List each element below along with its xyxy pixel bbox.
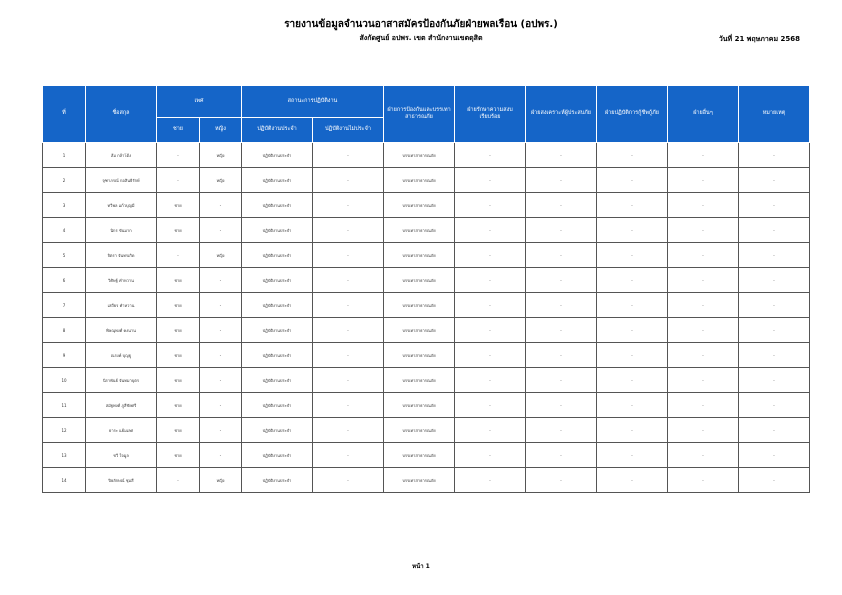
table-row [43,218,810,243]
cell-relief: - [526,218,597,243]
cell-name: สมัฐพงศ์ ภูสีชัยศรี [86,393,157,418]
cell-order: - [455,393,526,418]
cell-other: - [668,168,739,193]
cell-name: ส้ม กล้าโต้ง [86,143,157,168]
cell-other: - [668,243,739,268]
cell-disaster: บรรเทาสาธารณภัย [384,268,455,293]
cell-note: - [739,193,810,218]
cell-other: - [668,268,739,293]
cell-rescue: - [597,268,668,293]
col-header-irregular: ปฏิบัติงานไม่ประจำ [313,118,384,143]
cell-disaster: บรรเทาสาธารณภัย [384,343,455,368]
cell-relief: - [526,268,597,293]
cell-disaster: บรรเทาสาธารณภัย [384,168,455,193]
cell-note: - [739,268,810,293]
cell-irregular: - [313,468,384,493]
cell-note: - [739,293,810,318]
cell-relief: - [526,143,597,168]
cell-name: ณรงค์ บุญธู [86,343,157,368]
cell-name: ชวี ใจมูล [86,443,157,468]
col-header-disaster: ฝ่ายการป้องกันและบรรเทาสาธารณภัย [384,86,455,143]
cell-male: - [157,168,200,193]
cell-order: - [455,168,526,193]
cell-female: - [200,343,242,368]
cell-female: - [200,293,242,318]
cell-irregular: - [313,218,384,243]
table-row [43,443,810,468]
cell-rescue: - [597,143,668,168]
cell-no: 3 [43,193,86,218]
cell-regular: ปฏิบัติงานประจำ [242,168,313,193]
col-header-male: ชาย [157,118,200,143]
cell-order: - [455,443,526,468]
cell-relief: - [526,368,597,393]
cell-no: 4 [43,218,86,243]
cell-rescue: - [597,368,668,393]
cell-irregular: - [313,268,384,293]
cell-disaster: บรรเทาสาธารณภัย [384,468,455,493]
cell-rescue: - [597,243,668,268]
cell-male: ชาย [157,393,200,418]
cell-name: จุฑาภรณ์ กอสินธิรักษ์ [86,168,157,193]
cell-name: ทวีพล แก้วบุญมี [86,193,157,218]
cell-no: 7 [43,293,86,318]
cell-order: - [455,468,526,493]
cell-male: - [157,243,200,268]
cell-disaster: บรรเทาสาธารณภัย [384,193,455,218]
cell-irregular: - [313,418,384,443]
cell-note: - [739,143,810,168]
cell-disaster: บรรเทาสาธารณภัย [384,443,455,468]
cell-note: - [739,468,810,493]
col-header-regular: ปฏิบัติงานประจำ [242,118,313,143]
table-row [43,393,810,418]
cell-regular: ปฏิบัติงานประจำ [242,318,313,343]
cell-female: - [200,193,242,218]
cell-female: หญิง [200,143,242,168]
cell-regular: ปฏิบัติงานประจำ [242,268,313,293]
cell-rescue: - [597,443,668,468]
cell-disaster: บรรเทาสาธารณภัย [384,418,455,443]
report-title: รายงานข้อมูลจำนวนอาสาสมัครป้องกันภัยฝ่ายพลเรือน (อปพร.) [284,19,558,30]
cell-note: - [739,418,810,443]
cell-irregular: - [313,143,384,168]
col-header-no: ที่ [43,86,86,143]
table-row [43,418,810,443]
cell-female: - [200,218,242,243]
cell-note: - [739,443,810,468]
cell-order: - [455,368,526,393]
cell-regular: ปฏิบัติงานประจำ [242,443,313,468]
cell-rescue: - [597,318,668,343]
cell-relief: - [526,443,597,468]
cell-rescue: - [597,418,668,443]
cell-male: - [157,468,200,493]
cell-name: เสถียร คำหวาน [86,293,157,318]
cell-no: 6 [43,268,86,293]
cell-rescue: - [597,168,668,193]
cell-relief: - [526,343,597,368]
cell-disaster: บรรเทาสาธารณภัย [384,368,455,393]
cell-regular: ปฏิบัติงานประจำ [242,293,313,318]
cell-male: - [157,143,200,168]
cell-order: - [455,143,526,168]
col-header-relief: ฝ่ายสงเคราะห์ผู้ประสบภัย [526,86,597,143]
cell-irregular: - [313,318,384,343]
cell-note: - [739,343,810,368]
cell-female: หญิง [200,468,242,493]
col-header-order: ฝ่ายรักษาความสงบเรียบร้อย [455,86,526,143]
cell-other: - [668,193,739,218]
cell-name: พิษณุพงศ์ คงนาน [86,318,157,343]
col-header-name: ชื่อสกุล [86,86,157,143]
cell-name: ธาระ แย้มเลศ [86,418,157,443]
cell-other: - [668,293,739,318]
cell-rescue: - [597,193,668,218]
cell-male: ชาย [157,268,200,293]
cell-note: - [739,318,810,343]
cell-other: - [668,468,739,493]
cell-male: ชาย [157,443,200,468]
cell-rescue: - [597,218,668,243]
cell-order: - [455,268,526,293]
table-row [43,368,810,393]
table-row [43,318,810,343]
table-row [43,243,810,268]
cell-disaster: บรรเทาสาธารณภัย [384,393,455,418]
cell-other: - [668,218,739,243]
cell-relief: - [526,193,597,218]
col-header-note: หมายเหตุ [739,86,810,143]
cell-disaster: บรรเทาสาธารณภัย [384,143,455,168]
cell-male: ชาย [157,343,200,368]
cell-rescue: - [597,393,668,418]
cell-female: - [200,418,242,443]
cell-relief: - [526,393,597,418]
cell-relief: - [526,318,597,343]
cell-male: ชาย [157,193,200,218]
cell-order: - [455,193,526,218]
cell-order: - [455,218,526,243]
table-row [43,468,810,493]
cell-name: นิกร ขันมาก [86,218,157,243]
cell-no: 1 [43,143,86,168]
cell-no: 10 [43,368,86,393]
cell-regular: ปฏิบัติงานประจำ [242,343,313,368]
cell-no: 5 [43,243,86,268]
cell-relief: - [526,293,597,318]
cell-note: - [739,243,810,268]
cell-disaster: บรรเทาสาธารณภัย [384,243,455,268]
cell-other: - [668,368,739,393]
cell-other: - [668,343,739,368]
cell-female: - [200,368,242,393]
table-row [43,193,810,218]
cell-order: - [455,418,526,443]
cell-no: 9 [43,343,86,368]
cell-other: - [668,443,739,468]
cell-disaster: บรรเทาสาธารณภัย [384,293,455,318]
cell-irregular: - [313,243,384,268]
cell-no: 12 [43,418,86,443]
table-row [43,168,810,193]
cell-female: - [200,393,242,418]
cell-relief: - [526,418,597,443]
cell-regular: ปฏิบัติงานประจำ [242,243,313,268]
cell-female: หญิง [200,243,242,268]
cell-regular: ปฏิบัติงานประจำ [242,418,313,443]
cell-other: - [668,418,739,443]
cell-disaster: บรรเทาสาธารณภัย [384,318,455,343]
cell-no: 13 [43,443,86,468]
volunteer-table [42,85,810,493]
cell-male: ชาย [157,318,200,343]
cell-note: - [739,168,810,193]
cell-name: นิราพันธ์ จันทมาบุตร [86,368,157,393]
cell-relief: - [526,243,597,268]
cell-irregular: - [313,293,384,318]
cell-irregular: - [313,368,384,393]
table-row [43,268,810,293]
cell-irregular: - [313,443,384,468]
cell-no: 8 [43,318,86,343]
report-subtitle: สังกัดศูนย์ อปพร. เขต สำนักงานเขตดุสิต [359,34,483,42]
cell-other: - [668,393,739,418]
cell-irregular: - [313,168,384,193]
cell-female: - [200,268,242,293]
cell-rescue: - [597,468,668,493]
cell-irregular: - [313,393,384,418]
cell-relief: - [526,468,597,493]
cell-order: - [455,293,526,318]
cell-name: จิตรา จันทรเกิด [86,243,157,268]
cell-order: - [455,243,526,268]
cell-male: ชาย [157,368,200,393]
cell-female: หญิง [200,168,242,193]
cell-relief: - [526,168,597,193]
cell-order: - [455,318,526,343]
cell-other: - [668,318,739,343]
cell-no: 14 [43,468,86,493]
cell-note: - [739,368,810,393]
cell-rescue: - [597,343,668,368]
page-number: หน้า 1 [412,563,430,570]
table-body [43,143,810,493]
col-header-female: หญิง [200,118,242,143]
cell-no: 2 [43,168,86,193]
col-header-gender: เพศ [157,86,242,118]
cell-irregular: - [313,193,384,218]
cell-rescue: - [597,293,668,318]
cell-regular: ปฏิบัติงานประจำ [242,468,313,493]
col-header-rescue: ฝ่ายปฏิบัติการกู้ชีพกู้ภัย [597,86,668,143]
table-row [43,343,810,368]
cell-note: - [739,218,810,243]
col-header-status: สถานะการปฏิบัติงาน [242,86,384,118]
cell-female: - [200,318,242,343]
cell-disaster: บรรเทาสาธารณภัย [384,218,455,243]
cell-order: - [455,343,526,368]
cell-female: - [200,443,242,468]
cell-regular: ปฏิบัติงานประจำ [242,393,313,418]
table-row [43,143,810,168]
cell-male: ชาย [157,418,200,443]
col-header-other: ฝ่ายอื่นๆ [668,86,739,143]
table-row [43,293,810,318]
cell-regular: ปฏิบัติงานประจำ [242,143,313,168]
cell-other: - [668,143,739,168]
report-date: วันที่ 21 พฤษภาคม 2568 [718,35,800,43]
cell-male: ชาย [157,293,200,318]
cell-irregular: - [313,343,384,368]
cell-regular: ปฏิบัติงานประจำ [242,193,313,218]
cell-note: - [739,393,810,418]
cell-male: ชาย [157,218,200,243]
cell-name: วิศิษฐ์ คำหวาน [86,268,157,293]
cell-name: ปิยลักษณ์ ชุมสี [86,468,157,493]
cell-no: 11 [43,393,86,418]
cell-regular: ปฏิบัติงานประจำ [242,368,313,393]
cell-regular: ปฏิบัติงานประจำ [242,218,313,243]
